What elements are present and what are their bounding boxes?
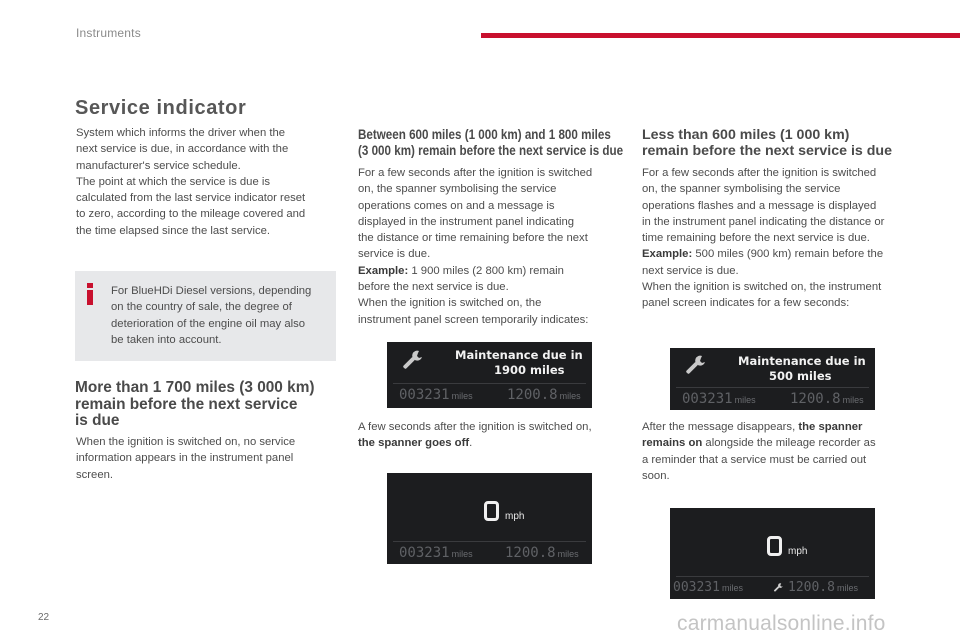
trip-readout	[788, 580, 858, 595]
text-line: service is due.	[358, 248, 431, 261]
display-divider	[676, 387, 869, 388]
speed-digit-glyph	[767, 536, 782, 556]
heading-line: More than 1 700 miles (3 000 km)	[75, 379, 315, 396]
odometer-unit: miles	[451, 549, 473, 559]
odometer-readout	[399, 387, 473, 403]
instrument-panel-display-speed-1	[387, 473, 592, 564]
trip-value: 1200.8	[505, 545, 556, 561]
example-label: Example:	[642, 248, 693, 261]
trip-readout	[505, 545, 579, 561]
less-than-paragraph	[642, 165, 884, 312]
header-accent-bar	[481, 33, 960, 38]
heading-line: remain before the next service is due	[642, 143, 892, 159]
text-line: System which informs the driver when the	[76, 127, 286, 139]
heading-line: is due	[75, 412, 120, 429]
between-paragraph	[358, 165, 592, 328]
text-line: A few seconds after the ignition is switched on,	[358, 421, 592, 433]
info-note-text	[111, 283, 311, 348]
text-line: panel screen indicates for a few seconds:	[642, 297, 850, 310]
text-line: soon.	[642, 469, 670, 482]
text-line: the distance or time remaining before the next	[358, 232, 588, 245]
odometer-readout	[682, 391, 756, 407]
spanner-icon	[399, 348, 425, 374]
text-line	[358, 435, 592, 451]
text-line: manufacturer's service schedule.	[76, 159, 241, 172]
speed-unit: mph	[505, 511, 525, 522]
watermark: carmanualsonline.info	[677, 612, 886, 635]
between-after-paragraph	[358, 419, 592, 452]
odometer-value: 003231	[682, 391, 733, 407]
text-line	[642, 435, 876, 451]
odometer-value: 003231	[673, 580, 720, 595]
text-line: instrument panel screen temporarily indicates:	[358, 313, 589, 326]
speed-digit-glyph	[484, 501, 499, 521]
speed-unit: mph	[788, 546, 808, 557]
text-line: the time elapsed since the last service.	[76, 224, 271, 237]
heading-between	[358, 127, 623, 159]
example-line	[358, 263, 592, 279]
trip-unit: miles	[557, 549, 579, 559]
odometer-unit: miles	[451, 391, 473, 401]
maintenance-message-line1: Maintenance due in	[455, 348, 583, 362]
display-divider	[393, 541, 586, 542]
trip-value: 1200.8	[788, 580, 835, 595]
heading-line: Between 600 miles (1 000 km) and 1 800 miles	[358, 127, 611, 143]
text-line: displayed in the instrument panel indicating	[358, 215, 575, 228]
spanner-goes-off-text: the spanner goes off	[358, 437, 470, 450]
text-line: deterioration of the engine oil may also	[111, 317, 306, 330]
text-line: on the country of sale, the degree of	[111, 301, 292, 314]
maintenance-message-line2: 500 miles	[769, 369, 832, 383]
text-line: When the ignition is switched on, no service	[76, 436, 296, 448]
example-text: 500 miles (900 km) remain before the	[692, 248, 884, 261]
text-line	[642, 419, 876, 435]
text-line: The point at which the service is due is	[76, 175, 271, 188]
text-line: be taken into account.	[111, 333, 222, 346]
text-line: For a few seconds after the ignition is switched	[358, 167, 593, 179]
text-line: For BlueHDi Diesel versions, depending	[111, 285, 312, 297]
text-fragment: alongside the mileage recorder as	[702, 437, 876, 450]
example-label: Example:	[358, 264, 409, 277]
less-than-after-paragraph	[642, 419, 876, 484]
page-number: 22	[38, 612, 50, 623]
heading-line: (3 000 km) remain before the next service is due	[358, 143, 624, 159]
text-line: operations comes on and a message is	[358, 199, 555, 212]
remains-on-text: remains on	[642, 437, 703, 450]
trip-unit: miles	[559, 391, 581, 401]
info-icon	[86, 283, 94, 305]
odometer-value: 003231	[399, 545, 450, 561]
text-line: calculated from the last service indicator reset	[76, 192, 306, 205]
text-line: When the ignition is switched on, the	[358, 297, 542, 310]
odometer-value: 003231	[399, 387, 450, 403]
text-line: to zero, according to the mileage covered and	[76, 208, 306, 221]
spanner-icon	[772, 582, 784, 594]
odometer-readout	[399, 545, 473, 561]
text-line: next service is due.	[642, 264, 739, 277]
heading-more-than	[75, 380, 315, 430]
text-line: operations flashes and a message is displayed	[642, 199, 877, 212]
text-line: information appears in the instrument panel	[76, 452, 294, 465]
more-than-paragraph	[76, 434, 295, 483]
text-line: on, the spanner symbolising the service	[642, 183, 841, 196]
instrument-panel-display-500	[670, 348, 875, 410]
text-line: a reminder that a service must be carried out	[642, 453, 867, 466]
odometer-unit: miles	[734, 395, 756, 405]
text-line: For a few seconds after the ignition is switched	[642, 167, 877, 179]
heading-line: Less than 600 miles (1 000 km)	[642, 127, 850, 143]
trip-value: 1200.8	[507, 387, 558, 403]
heading-line: remain before the next service	[75, 395, 298, 413]
maintenance-message-line2: 1900 miles	[494, 363, 565, 377]
trip-unit: miles	[836, 583, 858, 593]
spanner-icon	[682, 353, 708, 379]
text-line: on, the spanner symbolising the service	[358, 183, 557, 196]
text-line: screen.	[76, 468, 114, 481]
text-line: next service is due, in accordance with the	[76, 143, 289, 156]
odometer-unit: miles	[721, 583, 743, 593]
instrument-panel-display-speed-2	[670, 508, 875, 599]
heading-less-than	[642, 127, 892, 159]
text-fragment: After the message disappears,	[642, 421, 796, 433]
text-line: When the ignition is switched on, the instrument	[642, 281, 882, 294]
odometer-readout	[673, 580, 743, 595]
instrument-panel-display-1900	[387, 342, 592, 408]
section-label: Instruments	[76, 26, 141, 40]
trip-readout	[790, 391, 864, 407]
intro-paragraph	[76, 125, 305, 239]
text-line: time remaining before the next service is due.	[642, 232, 870, 245]
text-line: before the next service is due.	[358, 281, 509, 294]
maintenance-message-line1: Maintenance due in	[738, 354, 866, 368]
sentence-end: .	[469, 437, 473, 450]
example-line	[642, 246, 884, 262]
info-note-box	[75, 271, 336, 361]
display-divider	[676, 576, 869, 577]
text-line: in the instrument panel indicating the distance or	[642, 215, 885, 228]
page-title: Service indicator	[75, 97, 247, 119]
spanner-text: the spanner	[795, 421, 863, 433]
example-text: 1 900 miles (2 800 km) remain	[408, 264, 564, 277]
display-divider	[393, 383, 586, 384]
trip-readout	[507, 387, 581, 403]
trip-value: 1200.8	[790, 391, 841, 407]
trip-unit: miles	[842, 395, 864, 405]
